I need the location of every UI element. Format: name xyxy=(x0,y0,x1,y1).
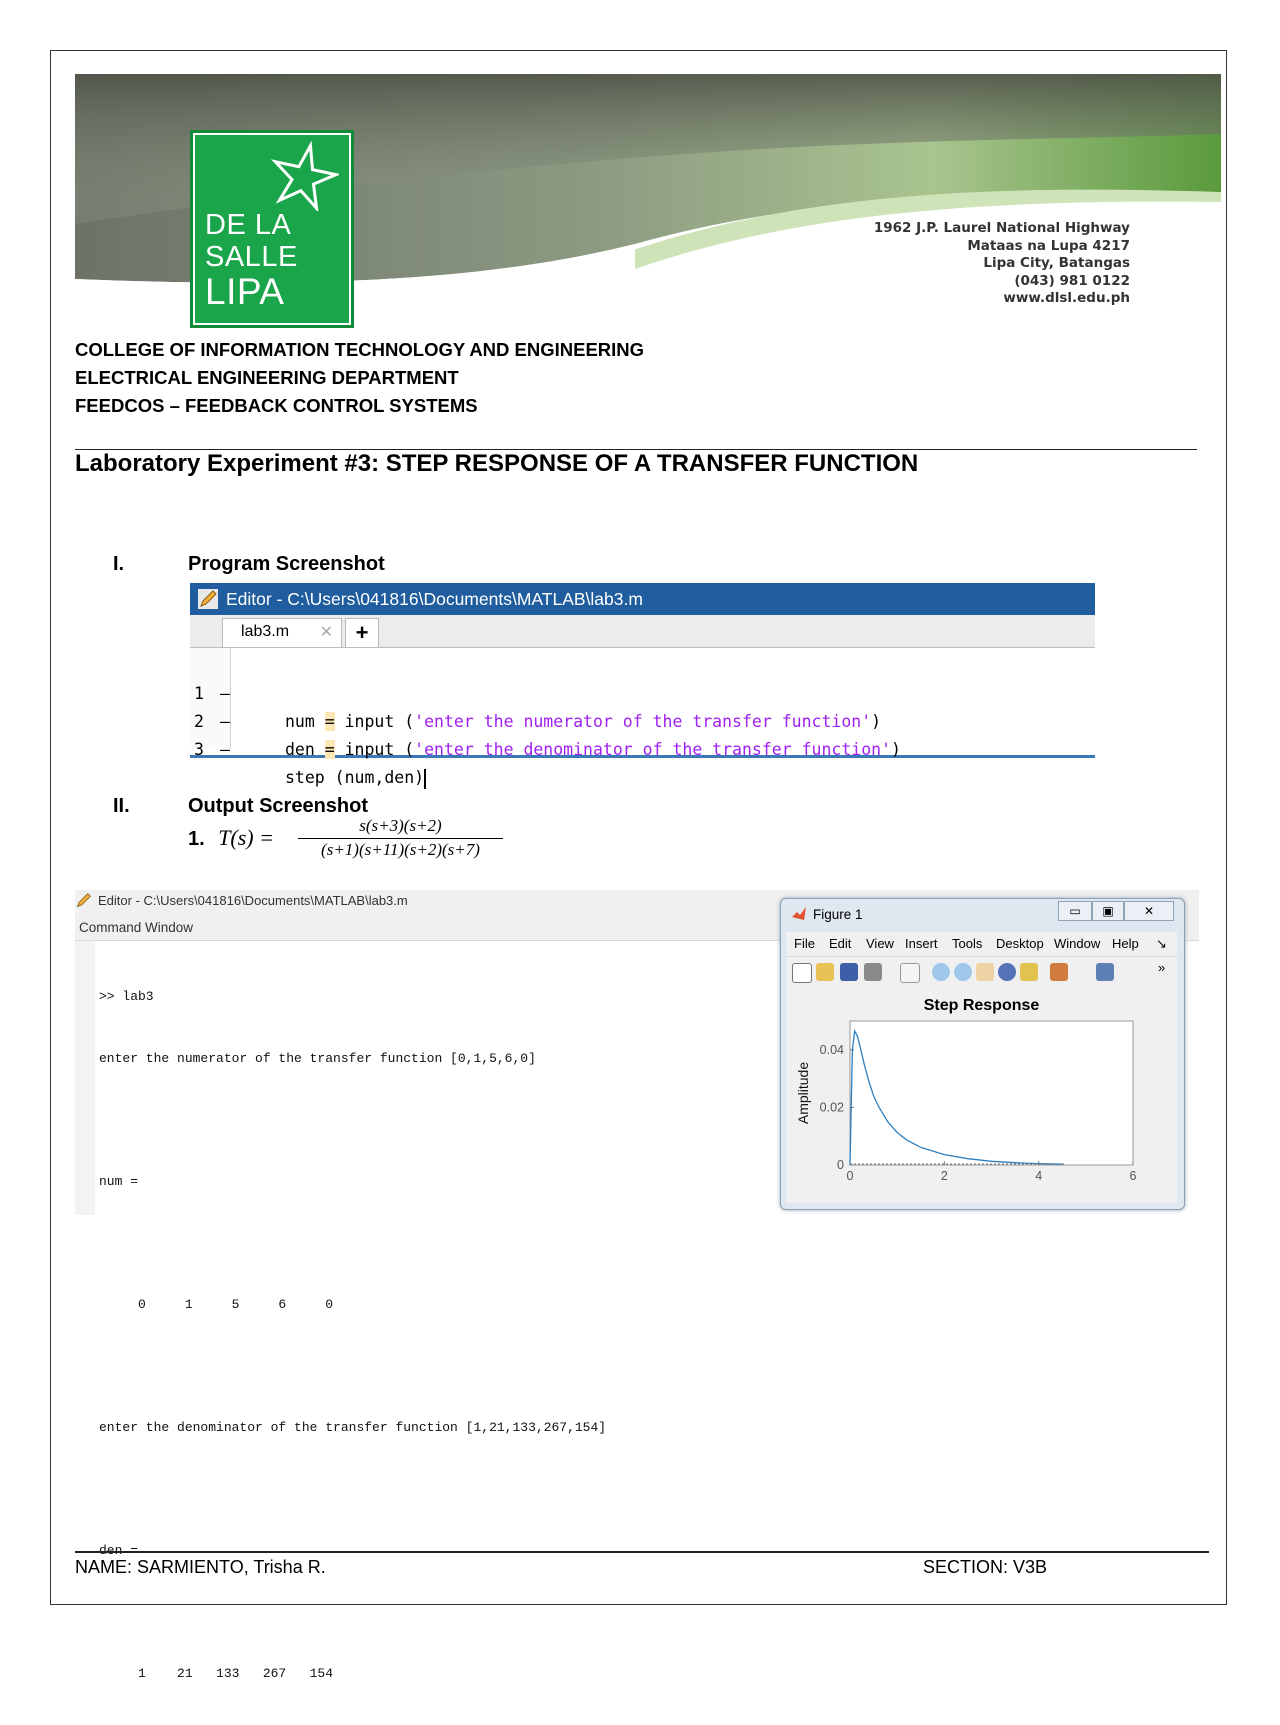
matlab-editor xyxy=(190,583,1095,787)
dlsl-logo xyxy=(190,130,354,328)
pan-icon[interactable] xyxy=(976,963,994,981)
student-name: NAME: SARMIENTO, Trisha R. xyxy=(75,1557,326,1577)
command-gutter xyxy=(75,941,95,1215)
y-axis-label: Amplitude xyxy=(795,1061,811,1125)
pencil-icon xyxy=(198,589,218,609)
formula-number: 1. xyxy=(188,828,205,850)
x-tick-label: 6 xyxy=(1129,1169,1137,1183)
save-icon[interactable] xyxy=(840,963,858,981)
menu-file[interactable]: File xyxy=(794,936,815,951)
formula-fraction xyxy=(298,816,503,860)
transfer-function xyxy=(188,816,480,859)
menu-desktop[interactable]: Desktop xyxy=(996,936,1044,951)
code-line: 2 – den = input ('enter the denominator of the transfer function') xyxy=(194,712,901,759)
figure-toolbar xyxy=(786,956,1177,988)
data-cursor-icon[interactable] xyxy=(1020,963,1038,981)
tab-label: lab3.m xyxy=(241,623,290,640)
section-2-title: Output Screenshot xyxy=(188,795,369,817)
editor-tabbar xyxy=(190,615,1095,648)
star-icon xyxy=(269,141,339,211)
y-tick-label: 0 xyxy=(837,1158,844,1172)
x-tick-label: 4 xyxy=(1035,1169,1043,1183)
figure-menubar xyxy=(786,932,1177,956)
tab-lab3[interactable] xyxy=(222,618,342,647)
x-tick-label: 2 xyxy=(940,1169,948,1183)
student-section: SECTION: V3B xyxy=(923,1557,1048,1577)
lab-title: Laboratory Experiment #3: STEP RESPONSE OF A TRANSFER FUNCTION xyxy=(75,450,919,477)
brush-icon[interactable] xyxy=(1050,963,1068,981)
formula-numerator: s(s+3)(s+2) xyxy=(298,816,503,839)
zoom-out-icon[interactable] xyxy=(954,963,972,981)
menu-window[interactable]: Window xyxy=(1054,936,1101,951)
code-line: 1 – num = input ('enter the numerator of the transfer function') xyxy=(194,684,882,731)
editor-titlebar xyxy=(190,583,1095,615)
step-response-plot[interactable] xyxy=(786,987,1177,1203)
command-window-label: Command Window xyxy=(79,920,194,935)
menu-view[interactable]: View xyxy=(866,936,894,951)
new-figure-icon[interactable] xyxy=(792,963,812,983)
link-plot-icon[interactable] xyxy=(1096,963,1114,981)
y-tick-label: 0.02 xyxy=(819,1100,844,1115)
figure-titlebar: Figure 1 xyxy=(791,906,863,922)
section-1-number: I. xyxy=(113,553,125,575)
college-header: COLLEGE OF INFORMATION TECHNOLOGY AND ENGINEERING ELECTRICAL ENGINEERING DEPARTMENT FEEDCOS – FEEDBACK CONTROL SYSTEMS xyxy=(75,339,645,416)
close-button[interactable]: ✕ xyxy=(1124,901,1174,921)
school-address: 1962 J.P. Laurel National Highway Mataas na Lupa 4217 Lipa City, Batangas (043) 981 0122 www.dlsl.edu.ph xyxy=(873,220,1130,306)
zoom-in-icon[interactable] xyxy=(932,963,950,981)
menu-more-icon[interactable]: ↘ xyxy=(1156,936,1167,951)
editor-title-small: Editor - C:\Users\041816\Documents\MATLAB\lab3.m xyxy=(75,892,408,909)
minimize-button[interactable]: ▭ xyxy=(1058,901,1092,921)
maximize-button[interactable]: ▣ xyxy=(1092,901,1124,921)
figure-canvas xyxy=(786,987,1177,1203)
figure-window xyxy=(780,898,1185,1210)
code-line: 3 – step (num,den) xyxy=(194,740,425,787)
open-file-icon[interactable] xyxy=(816,963,834,981)
pointer-icon[interactable] xyxy=(900,963,920,983)
section-2-number: II. xyxy=(113,795,130,817)
logo-text: DE LA SALLE LIPA xyxy=(205,209,298,312)
formula-denominator: (s+1)(s+11)(s+2)(s+7) xyxy=(321,840,480,859)
x-tick-label: 0 xyxy=(846,1169,854,1183)
plot-axes-box xyxy=(850,1021,1133,1165)
footer-rule xyxy=(75,1551,1209,1553)
menu-help[interactable]: Help xyxy=(1112,936,1139,951)
section-1-title: Program Screenshot xyxy=(188,553,385,575)
formula-lhs: T(s) = xyxy=(218,825,274,850)
command-output[interactable]: >> lab3 enter the numerator of the transfer function [0,1,5,6,0] num = 0 1 5 6 0 enter the denominator of the transfer function [1,21,133,267,154] den = 1 21 133 267 154 xyxy=(99,989,607,1681)
text-caret xyxy=(424,769,426,789)
menu-tools[interactable]: Tools xyxy=(952,936,983,951)
plot-title: Step Response xyxy=(923,997,1040,1014)
editor-code-area[interactable] xyxy=(190,648,1095,787)
add-tab-button[interactable]: + xyxy=(345,618,379,647)
rotate-icon[interactable] xyxy=(998,963,1016,981)
toolbar-overflow-icon[interactable]: » xyxy=(1158,960,1166,975)
close-icon[interactable]: ✕ xyxy=(319,624,333,641)
menu-edit[interactable]: Edit xyxy=(829,936,852,951)
matlab-icon xyxy=(791,906,807,922)
pencil-icon xyxy=(75,892,92,909)
menu-insert[interactable]: Insert xyxy=(905,936,938,951)
print-icon[interactable] xyxy=(864,963,882,981)
editor-title: Editor - C:\Users\041816\Documents\MATLAB\lab3.m xyxy=(226,588,643,609)
y-tick-label: 0.04 xyxy=(819,1042,844,1057)
